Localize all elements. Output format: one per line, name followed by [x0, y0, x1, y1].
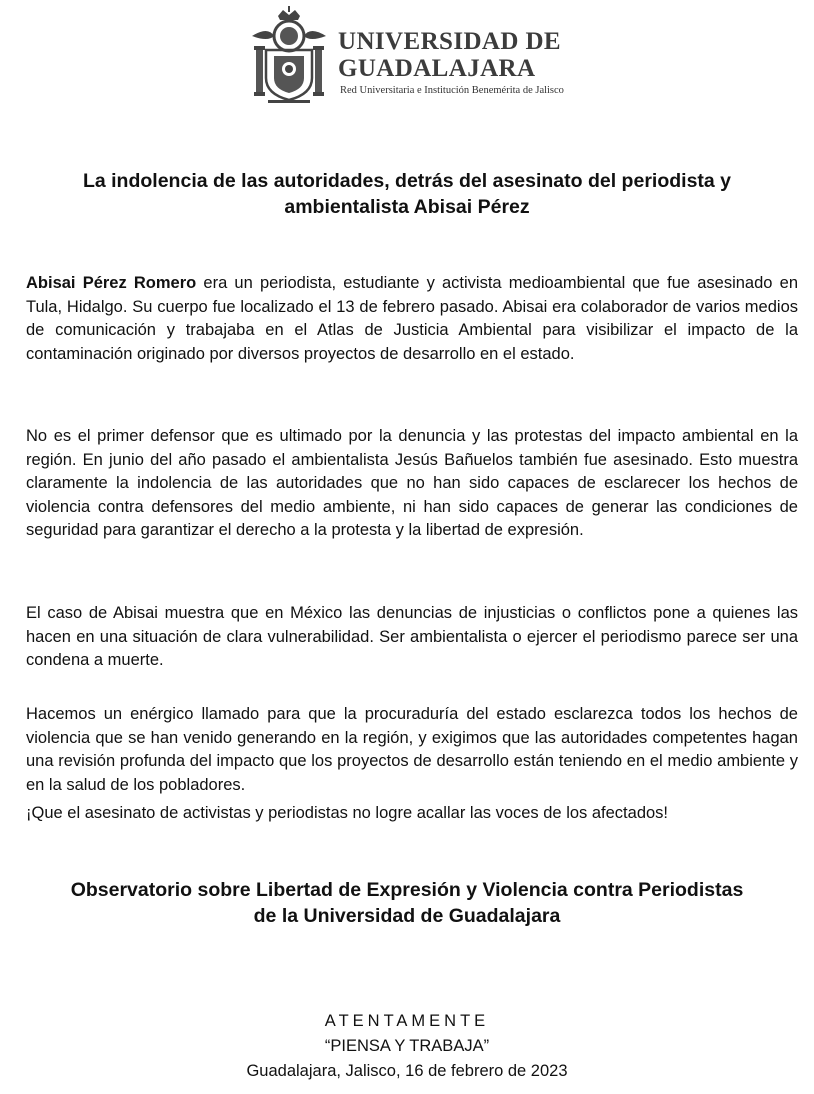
title-line2: ambientalista Abisai Pérez — [284, 196, 530, 218]
paragraph-1-lead-name: Abisai Pérez Romero — [26, 274, 197, 292]
signature-line2: de la Universidad de Guadalajara — [253, 905, 561, 927]
title-line1: La indolencia de las autoridades, detrás del asesinato del periodista y — [82, 170, 732, 192]
paragraph-1-body: era un periodista, estudiante y activista medioambiental que fue asesinado en Tula, Hidalgo. Su cuerpo fue localizado el 13 de febrero pasado. Abisai era colaborador de varios medios de comunicación y trabajaba en el Atlas de Justicia Ambiental para visibilizar el impacto de la contaminación originado por diversos proyectos de desarrollo en el estado. — [26, 274, 798, 363]
university-seal-logo — [248, 6, 330, 104]
paragraph-4: Hacemos un enérgico llamado para que la procuraduría del estado esclarezca todos los hechos de violencia que se han venido generando en la región, y exigimos que las autoridades competentes hagan una revisión profunda del impacto que los proyectos de desarrollo están teniendo en el medio ambiente y en la salud de los pobladores. — [26, 705, 798, 794]
university-name-line1: UNIVERSIDAD DE — [338, 28, 561, 55]
signature-line1: Observatorio sobre Libertad de Expresión y Violencia contra Periodistas — [70, 879, 744, 901]
closing-statement: ¡Que el asesinato de activistas y periodistas no logre acallar las voces de los afectados! — [26, 804, 669, 822]
signature-block — [30, 877, 784, 929]
atentamente-label: ATENTAMENTE — [324, 1012, 490, 1030]
motto: “PIENSA Y TRABAJA” — [324, 1037, 490, 1055]
paragraph-2: No es el primer defensor que es ultimado por la denuncia y las protestas del impacto ambiental en la región. En junio del año pasado el ambientalista Jesús Bañuelos también fue asesinado. Esto muestra claramente la indolencia de las autoridades que no han sido capaces de esclarecer los hechos de violencia contra defensores del medio ambiente, ni han sido capaces de generar las condiciones de seguridad para garantizar el derecho a la protesta y la libertad de expresión. — [26, 427, 798, 539]
paragraph-1 — [26, 272, 798, 366]
place-and-date: Guadalajara, Jalisco, 16 de febrero de 2023 — [246, 1062, 568, 1080]
paragraph-3: El caso de Abisai muestra que en México las denuncias de injusticias o conflictos pone a quienes las hacen en una situación de clara vulnerabilidad. Ser ambientalista o ejercer el periodismo parece ser una condena a muerte. — [26, 604, 798, 669]
university-name — [338, 28, 561, 82]
university-subtitle: Red Universitaria e Institución Benemérita de Jalisco — [340, 85, 564, 96]
letterhead — [248, 6, 578, 106]
document-title — [40, 168, 774, 220]
university-name-line2: GUADALAJARA — [338, 55, 536, 82]
